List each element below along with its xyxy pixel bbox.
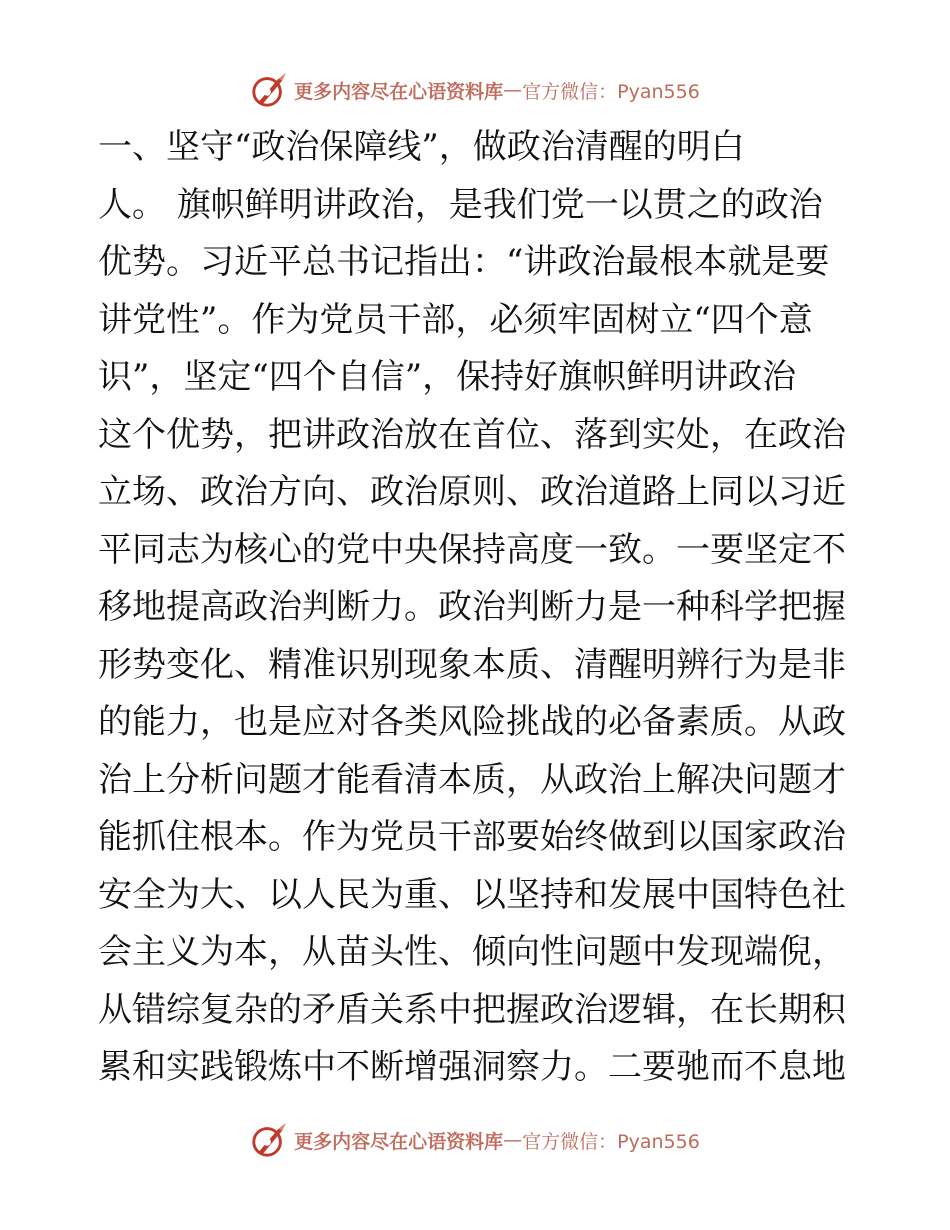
text-line: 的能力，也是应对各类风险挑战的必备素质。从政 [98, 702, 846, 742]
watermark-wechat: 官方微信：Pyan556 [522, 1130, 700, 1153]
text-line: 能抓住根本。作为党员干部要始终做到以国家政治 [98, 817, 846, 857]
quill-pen-icon [250, 71, 288, 109]
text-line: 这个优势，把讲政治放在首位、落到实处，在政治 [98, 414, 846, 455]
header-watermark [0, 68, 950, 112]
watermark-text: 更多内容尽在心语资料库 [294, 1130, 504, 1153]
quill-pen-icon [250, 1121, 288, 1159]
text-line: 从错综复杂的矛盾关系中把握政治逻辑，在长期积 [98, 989, 846, 1030]
text-line: 优势。习近平总书记指出：“讲政治最根本就是要 [98, 242, 830, 282]
text-line: 会主义为本，从苗头性、倾向性问题中发现端倪， [98, 932, 846, 972]
document-body [98, 119, 850, 1097]
text-line: 形势变化、精准识别现象本质、清醒明辨行为是非 [98, 644, 846, 685]
text-line: 一、坚守“政治保障线”，做政治清醒的明白 [98, 127, 745, 167]
text-line: 人。 旗帜鲜明讲政治，是我们党一以贯之的政治 [98, 184, 823, 225]
text-line: 移地提高政治判断力。政治判断力是一种科学把握 [98, 587, 846, 627]
text-line: 平同志为核心的党中央保持高度一致。一要坚定不 [98, 529, 846, 570]
text-line: 安全为大、以人民为重、以坚持和发展中国特色社 [98, 874, 846, 915]
text-line: 治上分析问题才能看清本质，从政治上解决问题才 [98, 759, 846, 800]
watermark-text: 更多内容尽在心语资料库 [294, 80, 504, 103]
text-line: 识”，坚定“四个自信”，保持好旗帜鲜明讲政治 [98, 357, 797, 397]
watermark-wechat: 官方微信：Pyan556 [522, 80, 700, 103]
text-line: 累和实践锻炼中不断增强洞察力。二要驰而不息地 [98, 1047, 846, 1087]
footer-watermark [0, 1118, 950, 1162]
watermark-separator: — [503, 79, 523, 101]
text-line: 讲党性”。作为党员干部，必须牢固树立“四个意 [98, 299, 813, 340]
text-line: 立场、政治方向、政治原则、政治道路上同以习近 [98, 472, 846, 512]
watermark-separator: — [503, 1129, 523, 1151]
